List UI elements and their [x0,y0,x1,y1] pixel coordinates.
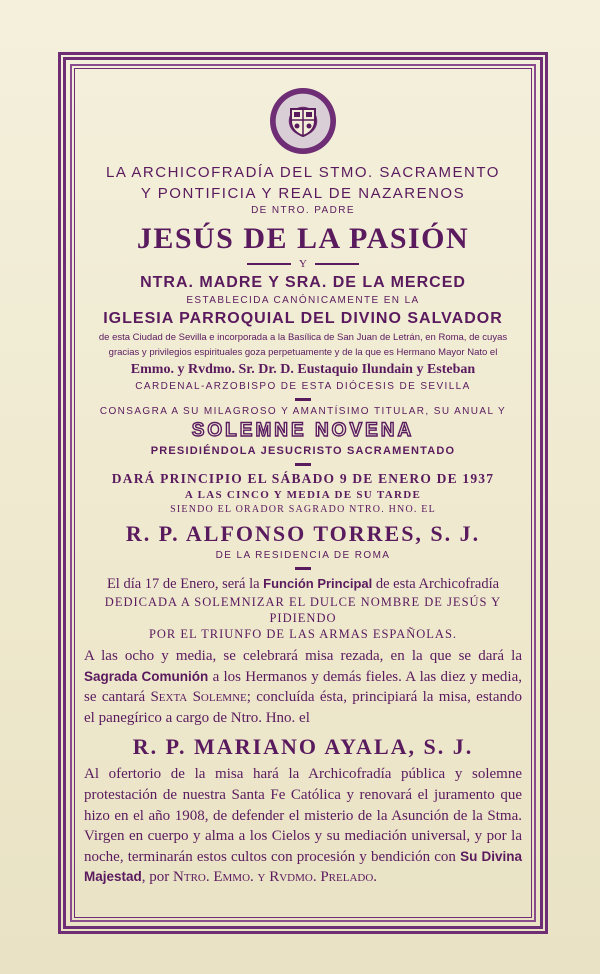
novena-time: A LAS CINCO Y MEDIA DE SU TARDE [184,489,422,501]
prelate-text: Ntro. Emmo. y Rvdmo. Prelado. [173,869,378,886]
divine-majesty-text: Su Divina Majestad [84,848,523,885]
panegyric-preacher: R. P. MARIANO AYALA, S. J. [132,734,474,760]
conjunction: Y [299,258,307,270]
header-line-1: LA ARCHICOFRADÍA DEL STMO. SACRAMENTO [106,164,500,181]
rule-right [315,263,359,265]
church-name: IGLESIA PARROQUIAL DEL DIVINO SALVADOR [103,310,503,327]
preacher-residence: DE LA RESIDENCIA DE ROMA [215,550,391,561]
divider [295,463,311,466]
novena-dedication: CONSAGRA A SU MILAGROSO Y AMANTÍSIMO TITULAR, SU ANUAL Y [99,406,507,417]
communion-text: Sagrada Comunión [84,668,209,684]
main-title: JESÚS DE LA PASIÓN [136,222,470,255]
paragraph-mass [84,646,522,728]
subtitle: NTRA. MADRE Y SRA. DE LA MERCED [140,274,466,291]
conjunction-line [84,258,522,270]
preacher-intro: SIENDO EL ORADOR SAGRADO NTRO. HNO. EL [170,504,436,515]
header-line-2: Y PONTIFICIA Y REAL DE NAZARENOS [140,185,466,202]
function-line-3: POR EL TRIUNFO DE LAS ARMAS ESPAÑOLAS. [148,627,458,641]
novena-presiding: PRESIDIÉNDOLA JESUCRISTO SACRAMENTADO [150,445,456,457]
header-line-3: DE NTRO. PADRE [251,205,355,216]
divider [295,567,311,570]
novena-start: DARÁ PRINCIPIO EL SÁBADO 9 DE ENERO DE 1937 [111,471,495,486]
sexta-text: Sexta Solemne [150,689,247,706]
paragraph-text: A las ocho y media, se celebrará misa rezada, en la que se dará la [84,648,522,664]
function-date: El día 17 de Enero, será la [106,576,264,592]
divider [295,398,311,401]
cardinal-name: Emmo. y Rvdmo. Sr. Dr. D. Eustaquio Ilundain y Esteban [130,362,476,377]
paragraph-offertory [84,764,522,888]
paragraph-text: a los Hermanos y demás fieles. A las diez y media, se cantará [84,668,522,706]
function-line-1 [84,574,522,594]
paragraph-text: ; concluída ésta, principiará la misa, estando el panegírico a cargo de Ntro. Hno. el [84,689,522,726]
shield-icon [285,103,321,139]
preacher-name: R. P. ALFONSO TORRES, S. J. [125,521,481,546]
function-line-2: DEDICADA A SOLEMNIZAR EL DULCE NOMBRE DE JESÚS Y PIDIENDO [104,595,502,625]
description-line-2: gracias y privilegios espirituales goza perpetuamente y de la que es Hermano Mayor Nato el [108,347,498,358]
coat-of-arms-seal-icon [270,88,336,154]
function-principal: Función Principal [263,576,373,591]
established-line: ESTABLECIDA CANÓNICAMENTE EN LA [186,295,420,306]
paragraph-text: Al ofertorio de la misa hará la Archicofradía pública y solemne protestación de nuestra Santa Fe Católica y renovará el juramento que hizo en el año 1908, de defender el misterio de la Asunción de la Stma. Virgen en cuerpo y alma a los Cielos y su mediación universal, y por la noche, terminarán estos cultos con procesión y bendición con [84,766,522,865]
function-suffix: de esta Archicofradía [372,576,500,592]
paragraph-text: , por [141,869,174,886]
novena-title: SOLEMNE NOVENA [191,420,415,441]
description-line-1: de esta Ciudad de Sevilla e incorporada a la Basílica de San Juan de Letrán, en Roma, de cuyas [98,332,508,343]
rule-left [247,263,291,265]
cardinal-title: CARDENAL-ARZOBISPO DE ESTA DIÓCESIS DE SEVILLA [135,381,471,392]
document-body [84,88,522,888]
